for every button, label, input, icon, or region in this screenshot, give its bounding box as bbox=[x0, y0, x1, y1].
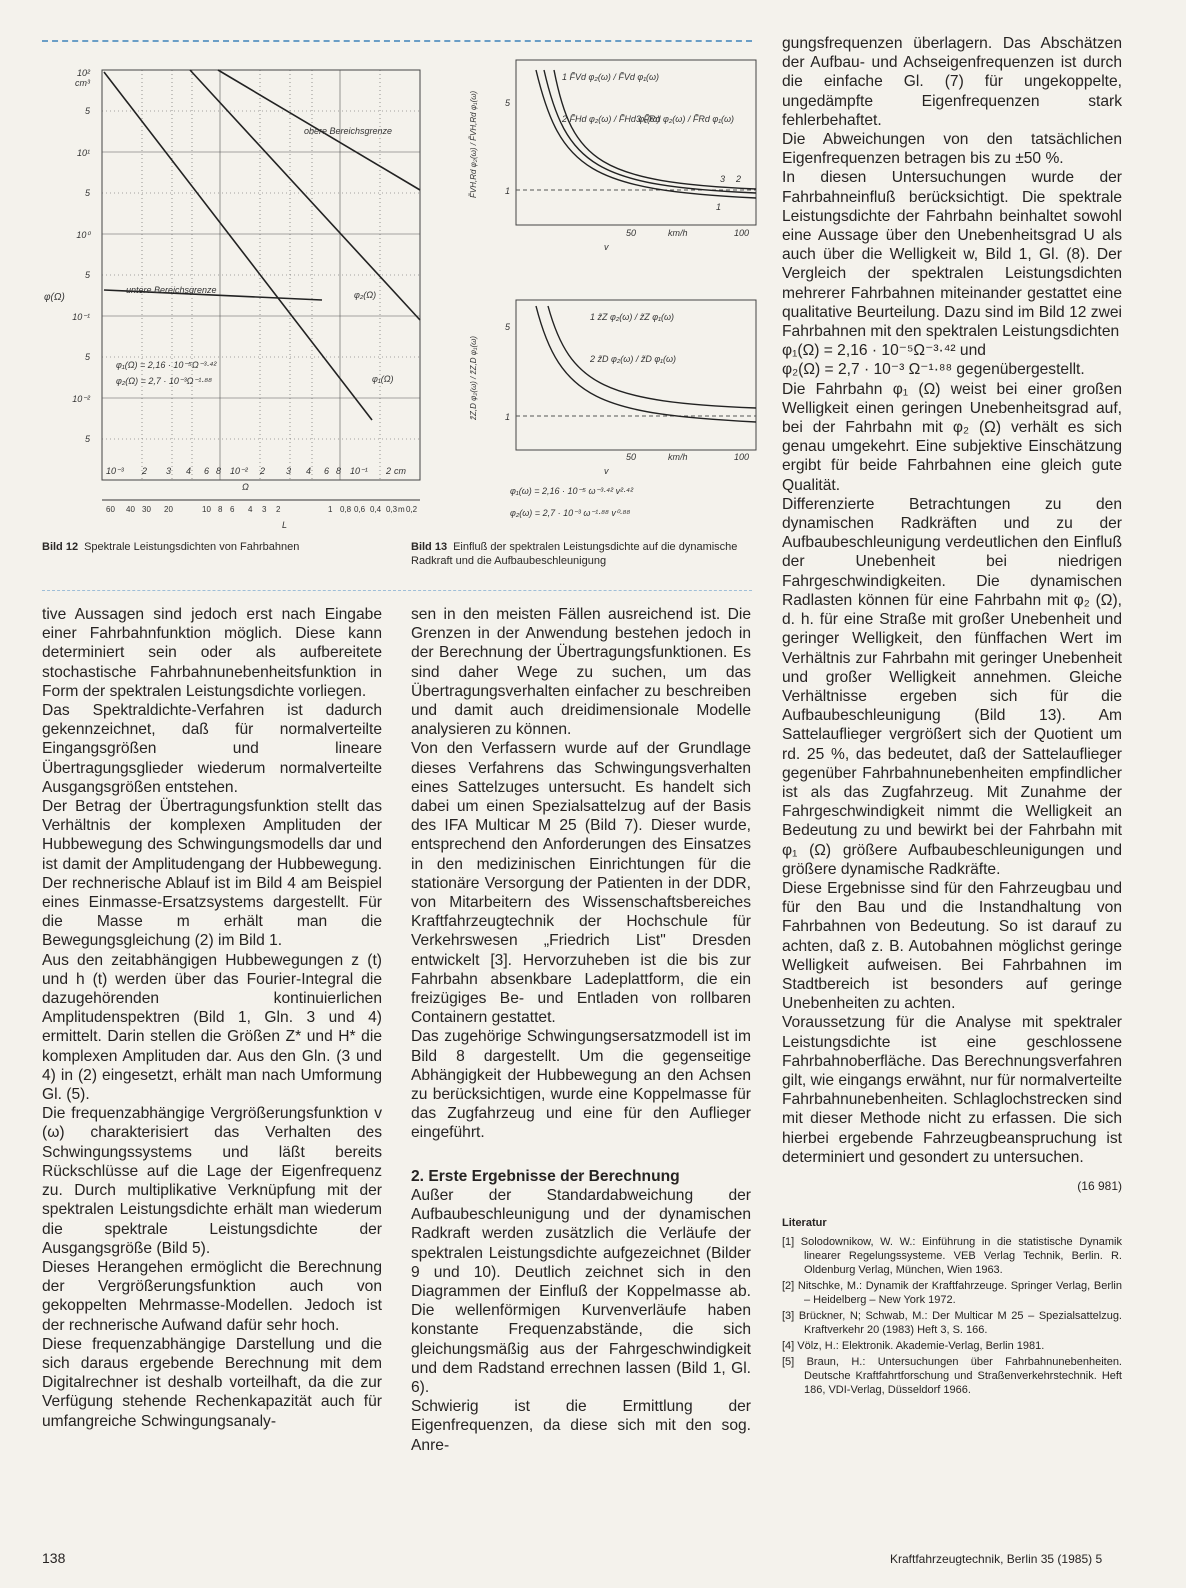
svg-text:5: 5 bbox=[84, 434, 90, 444]
phi2-label: φ₂(Ω) bbox=[354, 290, 377, 300]
svg-text:10⁻²: 10⁻² bbox=[230, 466, 248, 476]
svg-text:6: 6 bbox=[324, 466, 330, 476]
paragraph: Differenzierte Betrachtungen zu den dynamischen Radkräften und zu der Aufbaubeschleunigung verdeutlichen den Einfluß der Unebenheit bei niedrigen Fahrgeschwindigkeiten. Die dynamischen Radlasten können für eine Fahrbahn mit φ₂ (Ω), d. h. für eine Straße mit großer Unebenheit und geringer Welligkeit, den fünffachen Wert im Verhältnis zur Fahrbahn mit geringer Unebenheit und großer Welligkeit annehmen. Gleiche Verhältnisse ergeben sich für die Aufbaubeschleunigung (Bild 13). Am Sattelauflieger vergrößert sich der Quotient um rd. 25 %, das bedeutet, daß der Sattelauflieger gegenüber Fahrbahnunebenheiten empfindlicher ist als das Zugfahrzeug. Mit Zunahme der Fahrgeschwindigkeit nimmt die Welligkeit an Bedeutung zu und bewirkt bei der Fahrbahn mit φ₁ (Ω) größere Aufbaubeschleunigungen und größere dynamische Radkräfte. bbox=[782, 495, 1122, 878]
phi2-curve bbox=[190, 70, 420, 320]
svg-text:2: 2 bbox=[276, 505, 281, 514]
paragraph: tive Aussagen sind jedoch erst nach Eingabe einer Fahrbahnfunktion möglich. Diese kann determiniert sein oder als aufbereitete stochastische Fahrbahnunebenheitsfunktion in Form der spektralen Leistungsdichte vorliegen. bbox=[42, 606, 382, 700]
l-axis-label: L bbox=[282, 520, 288, 530]
svg-text:2: 2 bbox=[386, 466, 392, 476]
figure-13-caption: Bild 13 Einfluß der spektralen Leistungsdichte auf die dynamische Radkraft und die Aufbaubeschleunigung bbox=[411, 541, 738, 567]
svg-text:10⁰: 10⁰ bbox=[76, 230, 90, 240]
x-axis-label: v bbox=[604, 466, 609, 476]
literature-item: [3] Brückner, N; Schwab, M.: Der Multicar M 25 – Spezialsattelzug. Kraftverkehr 20 (1983) Heft 3, S. 166. bbox=[782, 1310, 1122, 1337]
paragraph: Voraussetzung für die Analyse mit spektraler Leistungsdichte ist eine geschlossene Fahrbahnoberfläche. Das Berechnungsverfahren gilt, wie eingangs erwähnt, nur für normalverteilte Fahrbahnunebenheiten. Schlaglochstrecken sind mit dieser Methode nicht zu erfassen. Die sich hierbei ergebende Fahrzeugbeanspruchung ist determiniert und gesondert zu untersuchen. bbox=[782, 1014, 1122, 1166]
lower-limit-label: untere Bereichsgrenze bbox=[126, 285, 217, 295]
paragraph: gungsfrequenzen überlagern. Das Abschätzen der Aufbau- und Achseigenfrequenzen ist durch die einfache Gl. (7) für ungekoppelte, ungedämpfte Eigenfrequenzen stark fehlerbehaftet. bbox=[782, 35, 1122, 129]
svg-text:km/h: km/h bbox=[668, 228, 688, 238]
svg-text:50: 50 bbox=[626, 452, 637, 462]
legend-3: 3 F̃Rd φ₂(ω) / F̃Rd φ₁(ω) bbox=[636, 114, 735, 124]
paragraph: Diese Ergebnisse sind für den Fahrzeugbau und für den Bau und die Instandhaltung von Fahrbahnen von Bedeutung. So ist darauf zu achten, daß z. B. Autobahnen möglichst geringe Welligkeit aufweisen. Bei Fahrbahnen im Stadtbereich ist besonders auf geringe Unebenheiten zu achten. bbox=[782, 879, 1122, 1013]
y-axis-label: z̃Z,D φ₂(ω) / z̃Z,D φ₁(ω) bbox=[469, 335, 478, 420]
x-axis-label: v bbox=[604, 242, 609, 252]
curve-1 bbox=[536, 306, 756, 422]
journal-footer: Kraftfahrzeugtechnik, Berlin 35 (1985) 5 bbox=[890, 1552, 1103, 1566]
paragraph: sen in den meisten Fällen ausreichend ist. Die Grenzen in der Anwendung bestehen jedoch in der Berechnung der Übertragungsfunktionen. Es sind daher Wege zu suchen, um das Übertragungsverhalten einfacher zu beschreiben und damit auch dreidimensionale Modelle analysieren zu können. bbox=[411, 606, 751, 739]
literature-title: Literatur bbox=[782, 1217, 827, 1230]
svg-text:0,4: 0,4 bbox=[370, 505, 382, 514]
text-column-2 bbox=[411, 605, 751, 1455]
legend-1: 1 F̃Vd φ₂(ω) / F̃Vd φ₁(ω) bbox=[562, 72, 660, 82]
y-tick: 10² bbox=[76, 68, 90, 78]
paragraph: Das Spektraldichte-Verfahren ist dadurch gekennzeichnet, daß für normalverteilte Eingangsgrößen und lineare Übertragungsglieder wiederum normalverteilte Ausgangsgrößen entstehen. bbox=[42, 702, 382, 796]
formula2: φ₂(ω) = 2,7 · 10⁻³ ω⁻¹·⁸⁸ v⁰·⁸⁸ bbox=[510, 508, 631, 518]
svg-text:cm: cm bbox=[394, 466, 406, 476]
svg-text:1: 1 bbox=[504, 186, 510, 196]
svg-text:5: 5 bbox=[504, 322, 510, 332]
literature-item: [1] Solodownikow, W. W.: Einführung in die statistische Dynamik linearer Regelungssysteme. VEB Verlag Technik, Berlin. R. Oldenburg Verlag, München, Wien 1963. bbox=[782, 1236, 1122, 1277]
paragraph: Schwierig ist die Ermittlung der Eigenfrequenzen, da diese sich mit den sog. Anre- bbox=[411, 1398, 751, 1454]
svg-text:0,6: 0,6 bbox=[354, 505, 366, 514]
svg-text:3: 3 bbox=[720, 174, 726, 184]
svg-text:2: 2 bbox=[736, 174, 742, 184]
svg-text:3: 3 bbox=[262, 505, 267, 514]
literature-item: [2] Nitschke, M.: Dynamik der Kraftfahrzeuge. Springer Verlag, Berlin – Heidelberg – New York 1972. bbox=[782, 1280, 1122, 1307]
svg-text:4: 4 bbox=[186, 466, 192, 476]
text-column-3 bbox=[782, 34, 1122, 1397]
svg-text:30: 30 bbox=[142, 505, 151, 514]
literature-item: [4] Völz, H.: Elektronik. Akademie-Verlag, Berlin 1981. bbox=[782, 1340, 1045, 1353]
paragraph: Das zugehörige Schwingungsersatzmodell ist im Bild 8 dargestellt. Um die gegenseitige Abhängigkeit der Hubbewegung an den Achsen zu berücksichtigen, wurde eine Koppelmasse für das Zugfahrzeug und eine für den Auflieger eingeführt. bbox=[411, 1028, 751, 1142]
figure-12-chart bbox=[42, 50, 422, 530]
literature-item: [5] Braun, H.: Untersuchungen über Fahrbahnunebenheiten. Deutsche Kraftfahrtforschung und Straßenverkehrstechnik. Heft 186, VDI-Verlag, Düsseldorf 1966. bbox=[782, 1356, 1122, 1397]
svg-text:5: 5 bbox=[84, 106, 90, 116]
paragraph: Außer der Standardabweichung der Aufbaubeschleunigung und der dynamischen Radkraft werden zusätzlich die Verläufe der spektralen Leistungsdichte aufgezeichnet (Bilder 9 und 10). Deutlich zeichnet sich in den Diagrammen der Einfluß der Koppelmasse ab. Die wellenförmigen Kurvenverläufe haben konstante Frequenzabstände, die sich gleichungsmäßig aus der Fahrgeschwindigkeit und dem Radstand errechnen lassen (Bild 1, Gl. 6). bbox=[411, 1186, 751, 1396]
svg-text:60: 60 bbox=[106, 505, 115, 514]
svg-text:10¹: 10¹ bbox=[76, 148, 90, 158]
svg-text:5: 5 bbox=[84, 270, 90, 280]
svg-text:5: 5 bbox=[84, 188, 90, 198]
figure-13-bottom-chart bbox=[470, 290, 760, 540]
figure-13-top-chart bbox=[470, 50, 760, 265]
formula2: φ₂(Ω) = 2,7 · 10⁻³Ω⁻¹·⁸⁸ bbox=[116, 376, 213, 386]
formula-line: φ₁(Ω) = 2,16 · 10⁻⁵Ω⁻³·⁴² und bbox=[782, 342, 986, 360]
svg-text:50: 50 bbox=[626, 228, 637, 238]
x-axis-label: Ω bbox=[242, 482, 249, 492]
paragraph: Die Abweichungen von den tatsächlichen Eigenfrequenzen betragen bis zu ±50 %. bbox=[782, 131, 1122, 168]
svg-text:3: 3 bbox=[286, 466, 292, 476]
svg-text:8: 8 bbox=[336, 466, 342, 476]
legend-1: 1 z̃Z φ₂(ω) / z̃Z φ₁(ω) bbox=[590, 312, 675, 322]
figure-12-caption: Bild 12 Spektrale Leistungsdichten von Fahrbahnen bbox=[42, 541, 300, 553]
svg-text:10⁻³: 10⁻³ bbox=[106, 466, 124, 476]
upper-limit-label: obere Bereichsgrenze bbox=[304, 126, 393, 136]
y-axis-label: F̃VH,Rd φ₂(ω) / F̃VH,Rd φ₁(ω) bbox=[469, 90, 478, 198]
svg-text:cm³: cm³ bbox=[75, 78, 90, 88]
svg-text:1: 1 bbox=[328, 505, 333, 514]
paragraph: Von den Verfassern wurde auf der Grundlage dieses Verfahrens das Schwingungsverhalten eines Sattelzuges untersucht. Es handelt sich dabei um einen Spezialsattelzug auf der Basis des IFA Multicar M 25 (Bild 7). Dieser wurde, entsprechend den Anforderungen des Einsatzes in den medizinischen Einrichtungen für die stationäre Versorgung der Patienten in der DDR, von Mitarbeitern des Wissenschaftsbereiches Kraftfahrzeugtechnik der Hochschule für Verkehrswesen „Friedrich List" Dresden entwickelt [3]. Hervorzuheben ist die bis zur Fahrbahn absenkbare Ladeplattform, die ein freizügiges Be- und Entladen von rollbaren Containern gestattet. bbox=[411, 740, 751, 1027]
svg-text:4: 4 bbox=[306, 466, 312, 476]
page-number: 138 bbox=[42, 1550, 66, 1566]
svg-text:6: 6 bbox=[204, 466, 210, 476]
article-code: (16 981) bbox=[1077, 1178, 1122, 1193]
legend-2: 2 F̃Hd φ₂(ω) / F̃Hd φ₁(ω) bbox=[562, 114, 661, 124]
svg-text:km/h: km/h bbox=[668, 452, 688, 462]
literature-list bbox=[782, 1235, 1122, 1397]
svg-text:20: 20 bbox=[164, 505, 173, 514]
section-heading: 2. Erste Ergebnisse der Berechnung bbox=[411, 1167, 680, 1185]
svg-text:3: 3 bbox=[166, 466, 172, 476]
svg-text:8: 8 bbox=[216, 466, 222, 476]
paragraph: Diese frequenzabhängige Darstellung und die sich daraus ergebende Berechnung mit dem Digitalrechner ist deshalb vorteilhaft, da die zur Verfügung stehende Rechenkapazität auch für umfangreiche Schwingungsanaly- bbox=[42, 1335, 382, 1430]
svg-text:0,2: 0,2 bbox=[406, 505, 418, 514]
paragraph: In diesen Untersuchungen wurde der Fahrbahneinfluß berücksichtigt. Die spektrale Leistungsdichte der Fahrbahn beinhaltet sowohl eine Aussage über den Unebenheitsgrad U als auch über die Welligkeit w, Bild 1, Gl. (8). Der Vergleich der spektralen Leistungsdichten mehrerer Fahrbahnen miteinander gestattet eine qualitative Beurteilung. Dazu sind im Bild 12 zwei Fahrbahnen mit den spektralen Leistungsdichten bbox=[782, 169, 1122, 341]
paragraph: Dieses Herangehen ermöglicht die Berechnung der Vergrößerungsfunktion auch von gekoppelten Mehrmasse-Modellen. Jedoch ist der rechnerische Aufwand dafür sehr hoch. bbox=[42, 1258, 382, 1334]
svg-text:100: 100 bbox=[734, 452, 750, 462]
y-axis-label: φ(Ω) bbox=[44, 292, 65, 303]
svg-text:10⁻¹: 10⁻¹ bbox=[350, 466, 368, 476]
paragraph: Der Betrag der Übertragungsfunktion stellt das Verhältnis der komplexen Amplituden der Hubbewegung des Schwingungsmodells dar und ist damit der Amplitudengang der Hubbewegung. Der rechnerische Ablauf ist im Bild 4 am Beispiel eines Einmasse-Ersatzsystems dargestellt. Für die Masse m erhält man die Bewegungsgleichung (2) im Bild 1. bbox=[42, 798, 382, 950]
svg-text:m: m bbox=[398, 505, 405, 514]
svg-text:6: 6 bbox=[230, 505, 235, 514]
curve-3 bbox=[554, 70, 756, 189]
svg-text:2: 2 bbox=[260, 466, 266, 476]
legend-2: 2 z̃D φ₂(ω) / z̃D φ₁(ω) bbox=[590, 354, 677, 364]
formula-line: φ₂(Ω) = 2,7 · 10⁻³ Ω⁻¹·⁸⁸ gegenübergestellt. bbox=[782, 361, 1085, 379]
svg-text:4: 4 bbox=[248, 505, 253, 514]
figure-separator-rule bbox=[42, 590, 752, 591]
svg-text:40: 40 bbox=[126, 505, 135, 514]
svg-text:10⁻²: 10⁻² bbox=[72, 394, 90, 404]
phi1-label: φ₁(Ω) bbox=[372, 374, 394, 384]
svg-text:0,8: 0,8 bbox=[340, 505, 352, 514]
svg-text:10: 10 bbox=[202, 505, 211, 514]
svg-text:100: 100 bbox=[734, 228, 750, 238]
svg-text:10⁻¹: 10⁻¹ bbox=[72, 312, 90, 322]
paragraph: Die frequenzabhängige Vergrößerungsfunktion v (ω) charakterisiert das Verhalten des Schwingungssystems und läßt bereits Rückschlüsse auf die Lage der Eigenfrequenz zu. Durch multiplikative Verknüpfung mit der spektralen Leistungsdichte erhält man wiederum die spektrale Leistungsdichte der Ausgangsgröße (Bild 5). bbox=[42, 1105, 382, 1257]
svg-text:0,3: 0,3 bbox=[386, 505, 398, 514]
svg-text:5: 5 bbox=[504, 98, 510, 108]
svg-text:5: 5 bbox=[84, 352, 90, 362]
text-column-1 bbox=[42, 605, 382, 1431]
svg-text:2: 2 bbox=[142, 466, 148, 476]
paragraph: Aus den zeitabhängigen Hubbewegungen z (t) und h (t) werden über das Fourier-Integral die dazugehörenden kontinuierlichen Amplitudenspektren (Bild 1, Gln. 3 und 4) ermittelt. Darin stellen die Größen Z* und H* die komplexen Amplituden dar. Aus den Gln. (3 und 4) in (2) eingesetzt, erhält man nach Umformung Gl. (5). bbox=[42, 951, 382, 1104]
formula1: φ₁(ω) = 2,16 · 10⁻⁵ ω⁻³·⁴² v²·⁴² bbox=[510, 486, 634, 496]
svg-text:8: 8 bbox=[218, 505, 223, 514]
paragraph: Die Fahrbahn φ₁ (Ω) weist bei einer großen Welligkeit einen geringen Unebenheitsgrad auf, bei der Fahrbahn mit φ₂ (Ω) verhält es sich genau umgekehrt. Eine subjektive Einschätzung ergibt für beide Fahrbahnen eine gleich gute Qualität. bbox=[782, 380, 1122, 494]
svg-text:1: 1 bbox=[504, 412, 510, 422]
svg-text:1: 1 bbox=[716, 202, 722, 212]
top-rule bbox=[42, 40, 752, 42]
formula1: φ₁(Ω) = 2,16 · 10⁻⁵Ω⁻³·⁴² bbox=[116, 360, 217, 370]
